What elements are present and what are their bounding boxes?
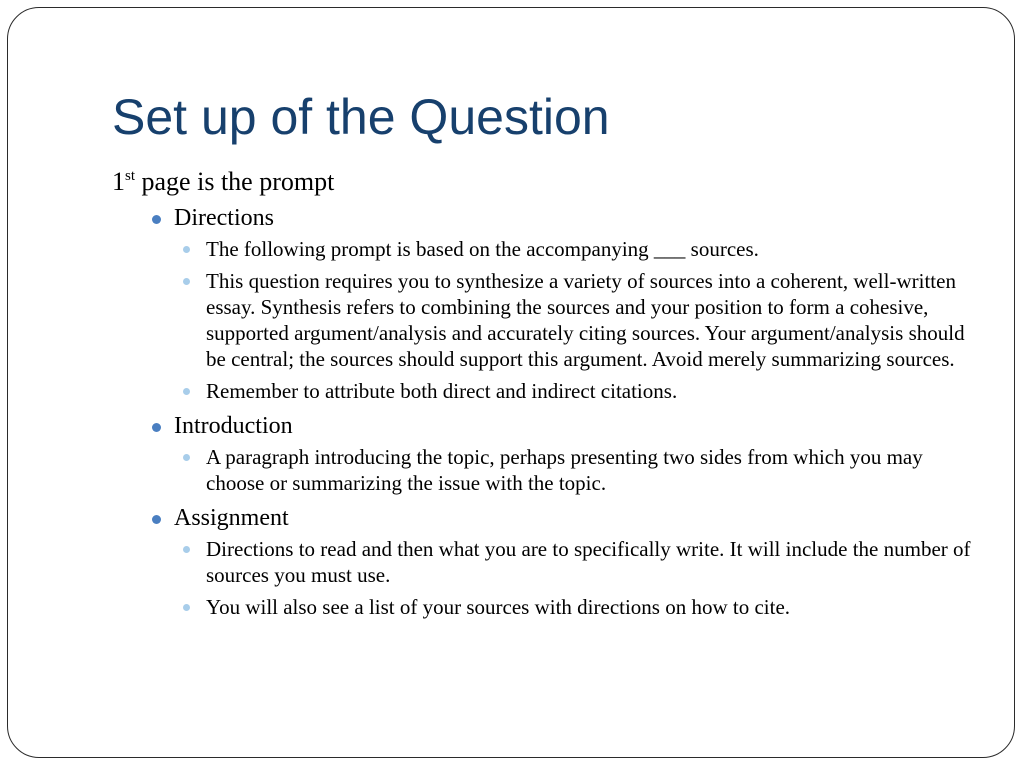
section-introduction (152, 410, 982, 496)
sub-bullet-item (183, 378, 982, 404)
bullet-dot (183, 246, 190, 253)
sub-bullet-text: Remember to attribute both direct and indirect citations. (206, 379, 678, 403)
slide-title: Set up of the Question (112, 89, 610, 145)
sub-bullet-text: This question requires you to synthesize a variety of sources into a coherent, well-written essay. Synthesis refers to combining the sources and your position to form a cohesive, supported argument/analysis and accurately citing sources. Your argument/analysis should be central; the sources should support this argument. Avoid merely summarizing sources. (206, 269, 965, 371)
sub-bullet-text: Directions to read and then what you are to specifically write. It will include the number of sources you must use. (206, 537, 971, 587)
section-heading: Directions (174, 205, 274, 231)
bullet-dot (152, 515, 161, 524)
bullet-dot (152, 215, 161, 224)
intro-text: page is the prompt (135, 167, 335, 196)
sub-bullet-text: A paragraph introducing the topic, perhaps presenting two sides from which you may choose or summarizing the issue with the topic. (206, 445, 923, 495)
sub-bullet-item (183, 444, 982, 496)
sub-bullet-text: The following prompt is based on the accompanying ___ sources. (206, 237, 759, 261)
slide-body (112, 164, 982, 626)
intro-superscript: st (125, 168, 136, 184)
section-directions (152, 202, 982, 404)
bullet-dot (183, 546, 190, 553)
section-heading: Assignment (174, 505, 289, 531)
bullet-dot (152, 423, 161, 432)
bullet-dot (183, 388, 190, 395)
sub-bullet-item (183, 268, 982, 372)
intro-line (112, 164, 982, 200)
sub-bullet-list (183, 536, 982, 620)
section-list (152, 202, 982, 620)
sub-bullet-text: You will also see a list of your sources with directions on how to cite. (206, 595, 791, 619)
sub-bullet-item (183, 236, 982, 262)
sub-bullet-item (183, 536, 982, 588)
bullet-dot (183, 454, 190, 461)
bullet-dot (183, 278, 190, 285)
sub-bullet-list (183, 236, 982, 404)
sub-bullet-list (183, 444, 982, 496)
intro-number: 1 (112, 167, 125, 196)
bullet-dot (183, 604, 190, 611)
section-heading: Introduction (174, 413, 293, 439)
sub-bullet-item (183, 594, 982, 620)
section-assignment (152, 502, 982, 620)
